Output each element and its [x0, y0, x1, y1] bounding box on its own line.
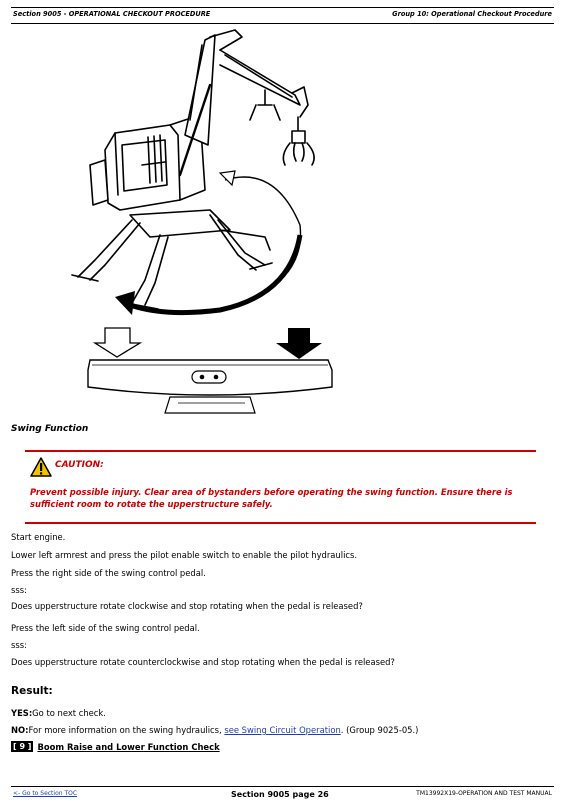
footer-page-number: Section 9005 page 26 — [231, 790, 329, 799]
header-group-title: Group 10: Operational Checkout Procedure — [392, 10, 552, 18]
caution-text: Prevent possible injury. Clear area of bystanders before operating the swing function. Ensure there is sufficient room to rotate the upperstructure safely. — [30, 487, 513, 509]
next-check-link[interactable] — [11, 741, 220, 752]
toc-link[interactable]: <- Go to Section TOC — [13, 790, 78, 797]
header-section-title: Section 9005 - OPERATIONAL CHECKOUT PROCEDURE — [13, 10, 211, 18]
step-question-counterclockwise: Does upperstructure rotate counterclockwise and stop rotating when the pedal is released? — [11, 657, 395, 667]
result-no — [11, 725, 418, 735]
yes-label: YES: — [11, 708, 33, 718]
swing-function-illustration — [60, 25, 350, 420]
warning-triangle-icon — [30, 457, 52, 477]
no-label: NO: — [11, 725, 29, 735]
step-enable-pilot: Lower left armrest and press the pilot enable switch to enable the pilot hydraulics. — [11, 550, 358, 560]
result-yes — [11, 708, 106, 718]
next-check-title: Boom Raise and Lower Function Check — [37, 741, 220, 752]
step-press-right: Press the right side of the swing control pedal. — [11, 568, 206, 578]
figure-caption: Swing Function — [11, 424, 89, 434]
result-heading: Result: — [11, 685, 53, 697]
no-text: For more information on the swing hydraulics, — [28, 725, 222, 735]
step-sss-1: sss: — [11, 585, 27, 595]
next-check-number: [ 9 ] — [13, 742, 32, 751]
caution-title: CAUTION: — [55, 460, 104, 470]
page-header — [11, 7, 554, 24]
yes-text: Go to next check. — [32, 708, 106, 718]
step-sss-2: sss: — [11, 640, 27, 650]
step-start-engine: Start engine. — [11, 532, 66, 542]
page-footer — [11, 786, 554, 801]
footer-manual-title: TM13992X19-OPERATION AND TEST MANUAL — [416, 790, 552, 797]
caution-box — [25, 450, 536, 524]
no-after-text: . (Group 9025-05.) — [340, 725, 419, 735]
step-question-clockwise: Does upperstructure rotate clockwise and stop rotating when the pedal is released? — [11, 601, 363, 611]
step-press-left: Press the left side of the swing control pedal. — [11, 623, 200, 633]
swing-circuit-link[interactable]: see Swing Circuit Operation — [224, 725, 341, 735]
